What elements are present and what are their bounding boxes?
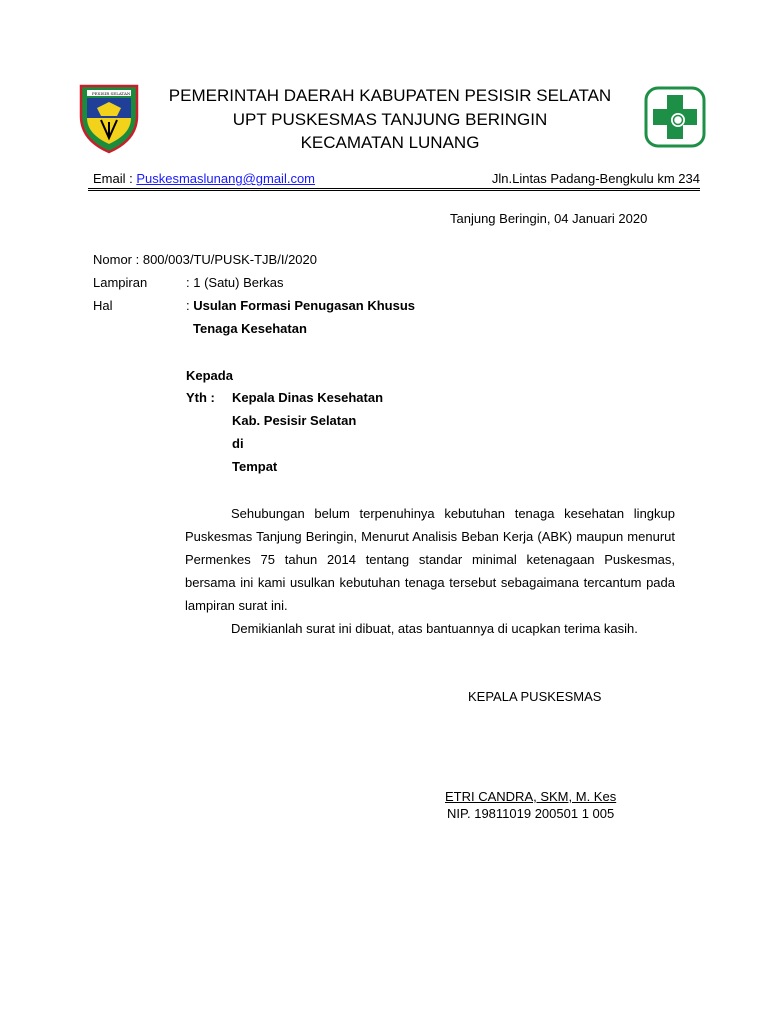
recipient-line-2: Kab. Pesisir Selatan [232, 413, 357, 428]
signature-name: ETRI CANDRA, SKM, M. Kes [445, 789, 617, 804]
signature-title: KEPALA PUSKESMAS [468, 689, 602, 704]
body-paragraph-1: Sehubungan belum terpenuhinya kebutuhan tenaga kesehatan lingkup Puskesmas Tanjung Beringin, Menurut Analisis Beban Kerja (ABK) maupun menurut Permenkes 75 tahun 2014 tentang standar minimal ketenagaan Puskesmas, bersama ini kami usulkan kebutuhan tenaga tersebut sebagaimana tercantum pada lampiran surat ini. [185, 506, 675, 613]
puskesmas-logo [644, 86, 706, 148]
recipient-yth: Yth : [186, 390, 215, 405]
header-line-3: KECAMATAN LUNANG [300, 133, 480, 152]
recipient-line-3: di [232, 436, 244, 451]
place-date: Tanjung Beringin, 04 Januari 2020 [450, 211, 648, 226]
attachment-value: : 1 (Satu) Berkas [186, 275, 284, 290]
letter-number: Nomor : 800/003/TU/PUSK-TJB/I/2020 [93, 252, 317, 267]
signature-nip: NIP. 19811019 200501 1 005 [447, 806, 615, 821]
header-line-2: UPT PUSKESMAS TANJUNG BERINGIN [232, 110, 548, 129]
email-line [93, 171, 315, 186]
body-paragraph-2: Demikianlah surat ini dibuat, atas bantuannya di ucapkan terima kasih. [231, 621, 638, 636]
address-text: Jln.Lintas Padang-Bengkulu km 234 [491, 171, 700, 186]
crest-banner-text: PESISIR SELATAN [92, 91, 131, 96]
subject-label: Hal [93, 298, 113, 313]
header-line-1: PEMERINTAH DAERAH KABUPATEN PESISIR SELATAN [168, 86, 612, 105]
attachment-label: Lampiran [93, 275, 148, 290]
subject-colon: : [186, 298, 194, 313]
header-divider-bottom [88, 190, 700, 191]
recipient-line-4: Tempat [232, 459, 278, 474]
email-label: Email : [93, 171, 137, 186]
recipient-kepada: Kepada [186, 368, 233, 383]
email-link[interactable]: Puskesmaslunang@gmail.com [136, 171, 316, 186]
puskesmas-cross-icon [644, 86, 706, 148]
header-divider-top [88, 188, 700, 189]
recipient-line-1: Kepala Dinas Kesehatan [232, 390, 384, 405]
subject-text: Usulan Formasi Penugasan Khusus [193, 298, 416, 313]
subject-value-line-1 [186, 298, 415, 313]
subject-value-line-2: Tenaga Kesehatan [193, 321, 307, 336]
